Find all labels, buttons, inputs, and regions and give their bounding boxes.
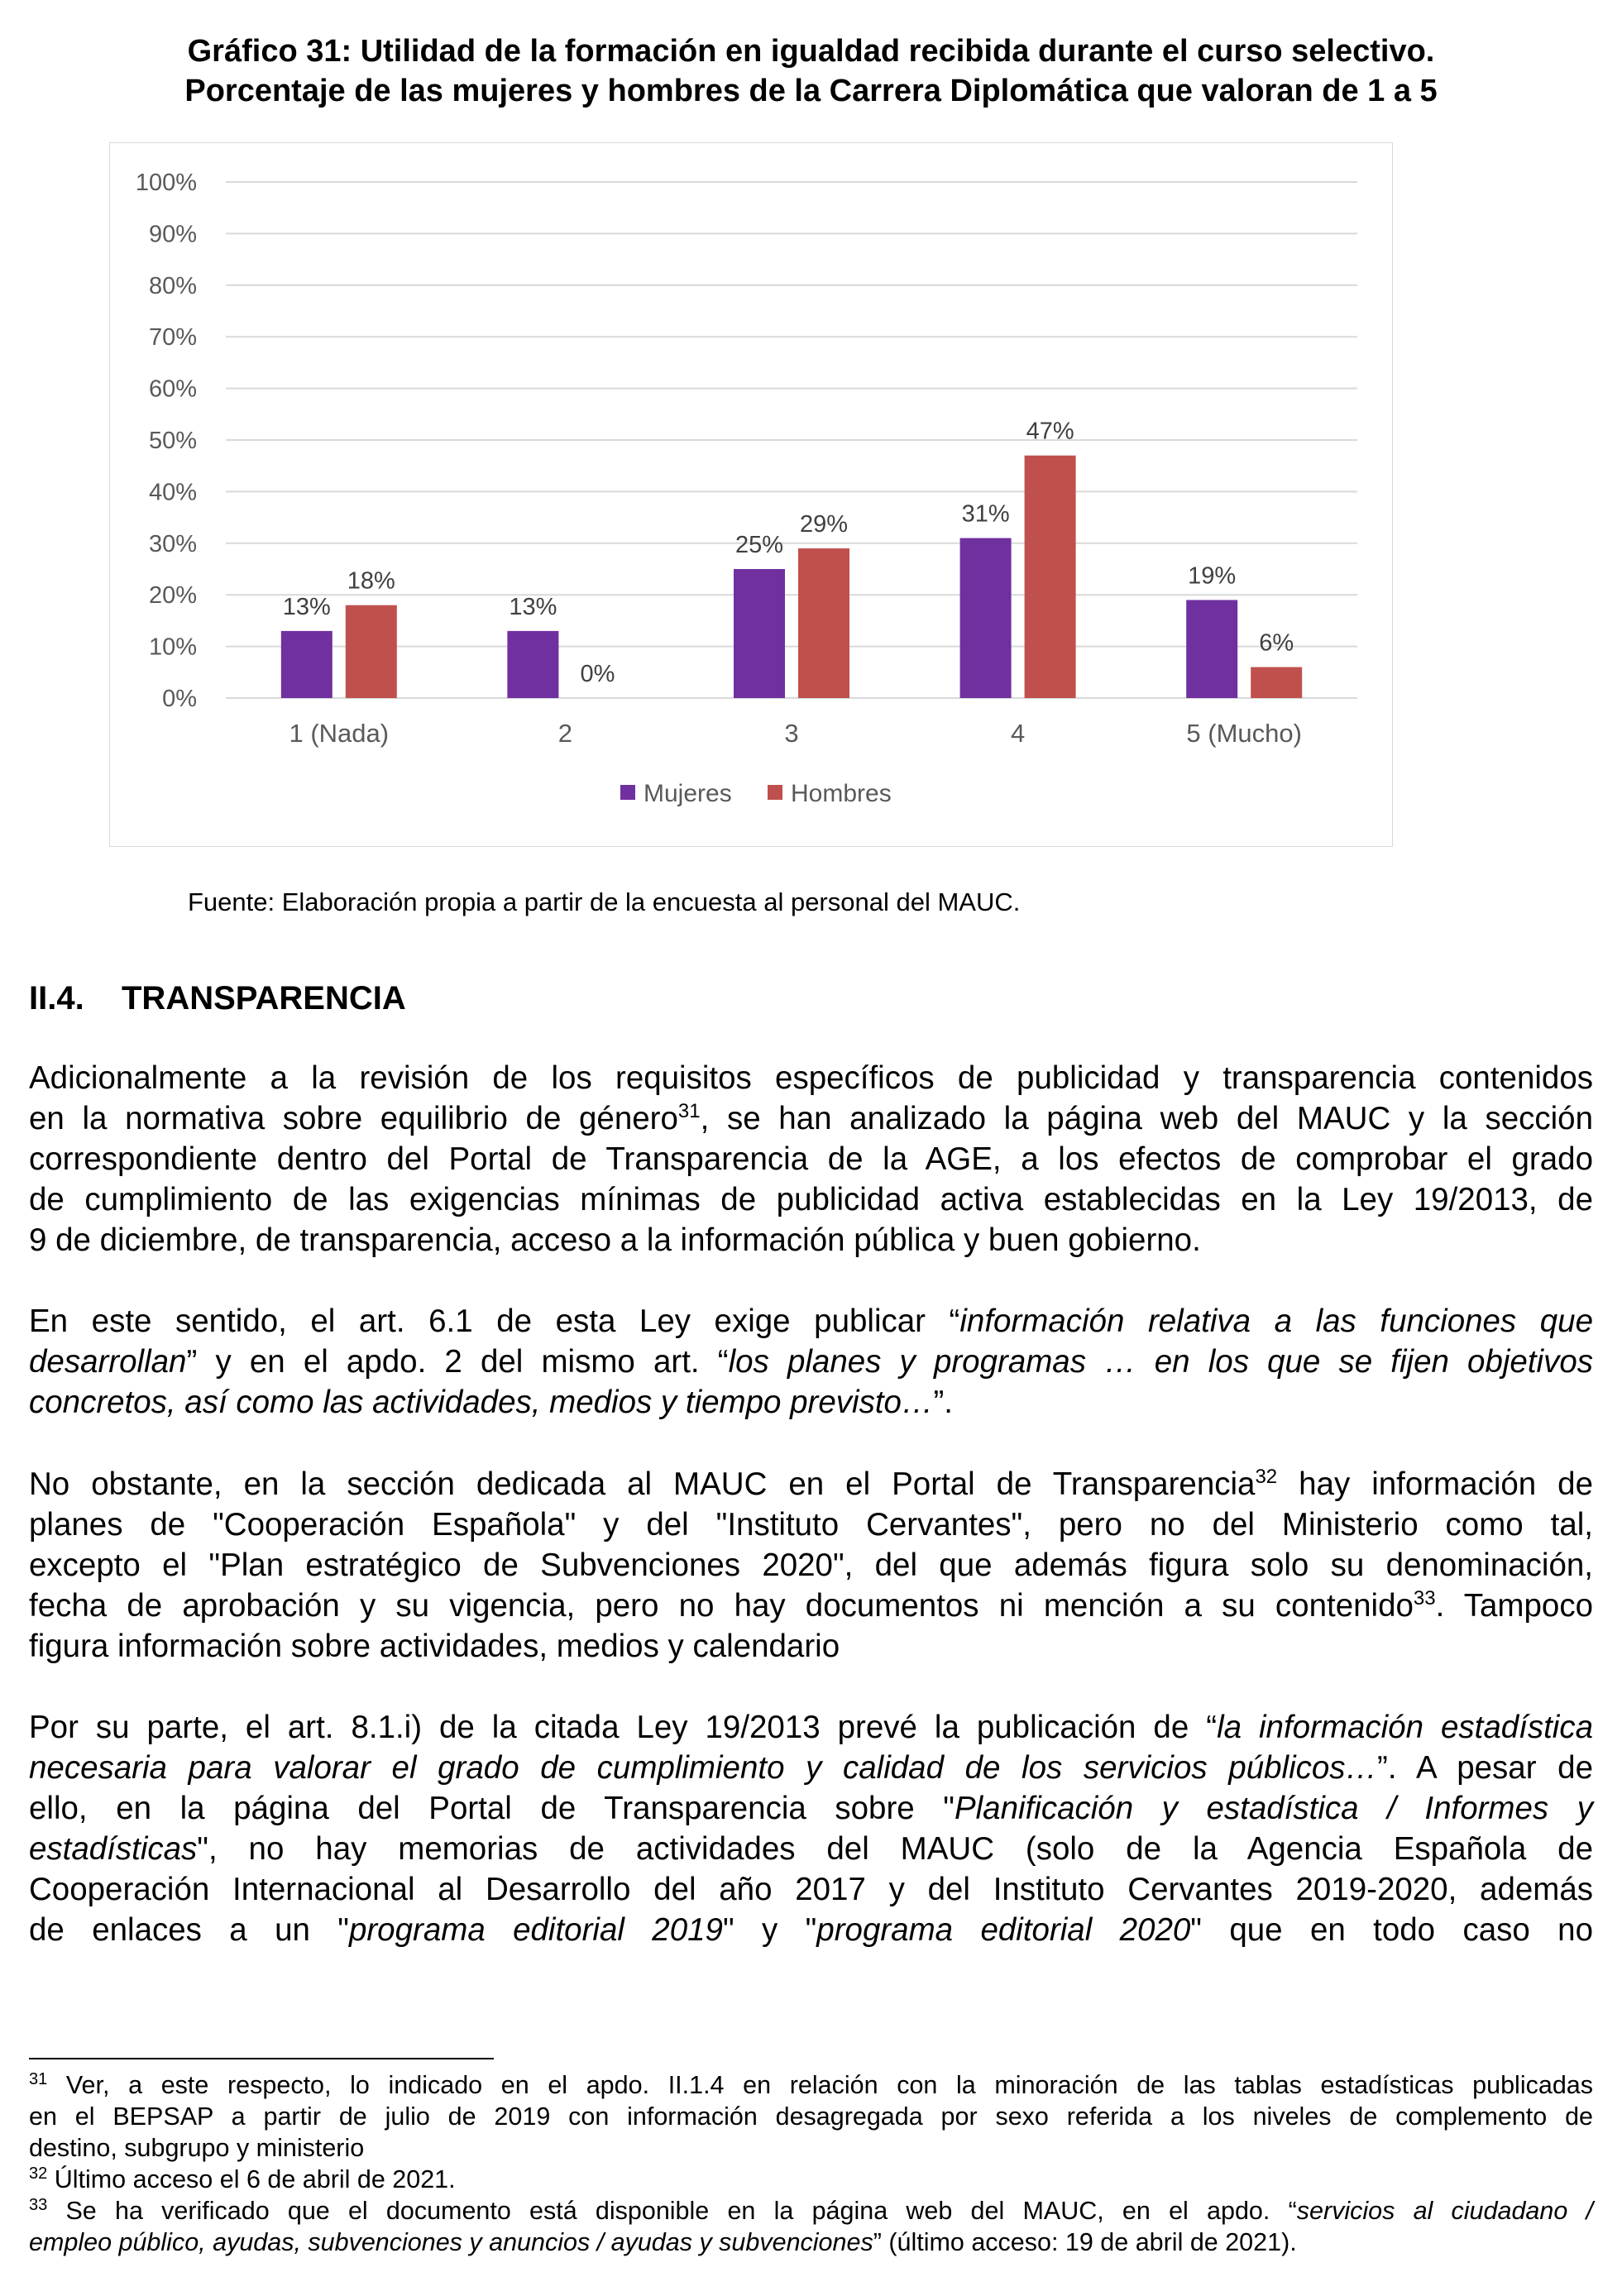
paragraph-line (29, 1139, 1593, 1179)
bar-mujeres (1186, 600, 1237, 698)
quote-text: desarrollan (29, 1344, 187, 1380)
footnotes (29, 2069, 1593, 2258)
text: En este sentido, el art. 6.1 de esta Ley exige publicar “ (29, 1303, 960, 1339)
paragraph-line (29, 1586, 1593, 1626)
quote-text: necesaria para valorar el grado de cumplimiento y calidad de los servicios públicos… (29, 1750, 1378, 1786)
footnote-ref-32[interactable]: 32 (1255, 1466, 1278, 1489)
y-tick-label: 70% (148, 324, 197, 352)
quote-text: Planificación y estadística / Informes y (954, 1791, 1593, 1826)
text: de enlaces a un " (29, 1912, 349, 1948)
y-tick-label: 40% (148, 479, 197, 506)
bar-hombres (346, 605, 397, 698)
x-tick-label: 3 (784, 719, 799, 748)
footnote-ref-31[interactable]: 31 (677, 1100, 701, 1123)
legend-label: Mujeres (644, 780, 732, 807)
paragraph-line (29, 1829, 1593, 1869)
footnote-mark: 32 (29, 2164, 48, 2183)
paragraph-line (29, 1179, 1593, 1220)
text: . Tampoco (1435, 1588, 1593, 1624)
text: ” y en el apdo. 2 del mismo art. “ (186, 1344, 729, 1380)
footnote-mark: 31 (29, 2069, 48, 2088)
paragraph-line (29, 1058, 1593, 1098)
text: figura información sobre actividades, medios y calendario (29, 1629, 840, 1664)
text: ello, en la página del Portal de Transparencia sobre " (29, 1791, 955, 1826)
data-label: 18% (347, 567, 395, 595)
data-label: 25% (734, 532, 784, 558)
paragraph-4 (29, 1707, 1593, 1950)
quote-text: los planes y programas … en los que se fijen objetivos (728, 1344, 1593, 1380)
text: en el BEPSAP a partir de julio de 2019 con información desagregada por sexo referida a los niveles de complemento de (29, 2102, 1593, 2131)
chart-title (0, 31, 1622, 111)
text: ", no hay memorias de actividades del MAUC (solo de la Agencia Española de (197, 1831, 1593, 1867)
footnote-mark: 33 (29, 2195, 48, 2214)
text: destino, subgrupo y ministerio (29, 2134, 365, 2162)
text: , se han analizado la página web del MAUC y la sección (700, 1101, 1593, 1136)
bar-mujeres (734, 569, 785, 698)
paragraph-2 (29, 1301, 1593, 1423)
text: 9 de diciembre, de transparencia, acceso a la información pública y buen gobierno. (29, 1222, 1201, 1258)
text: correspondiente dentro del Portal de Transparencia de la AGE, a los efectos de comprobar el grado (29, 1141, 1593, 1177)
legend-swatch-hombres (768, 785, 782, 800)
footnote-line (29, 2195, 1593, 2227)
y-tick-label: 20% (148, 582, 197, 610)
chart-title-line-1: Gráfico 31: Utilidad de la formación en igualdad recibida durante el curso selectivo. (187, 34, 1435, 69)
data-label: 13% (509, 593, 557, 620)
bar-mujeres (960, 538, 1012, 698)
bar-chart (109, 142, 1393, 847)
footnote-32 (29, 2164, 1593, 2195)
section-number: II.4. (29, 980, 84, 1016)
text: en la normativa sobre equilibrio de género (29, 1101, 678, 1136)
paragraph-line (29, 1464, 1593, 1504)
paragraph-line (29, 1342, 1593, 1382)
y-tick-label: 0% (162, 686, 197, 712)
text: Se ha verificado que el documento está disponible en la página web del MAUC, en el apdo. “ (47, 2197, 1297, 2225)
x-tick-label: 5 (Mucho) (1186, 719, 1302, 748)
quote-text: programa editorial 2019 (348, 1912, 723, 1948)
paragraph-line (29, 1301, 1593, 1342)
data-label: 19% (1188, 562, 1237, 590)
paragraph-line (29, 1788, 1593, 1829)
quote-text: información relativa a las funciones que (959, 1303, 1593, 1339)
text: Último acceso el 6 de abril de 2021. (47, 2165, 456, 2193)
data-label: 47% (1026, 418, 1074, 445)
paragraph-line (29, 1545, 1593, 1586)
paragraph-line (29, 1707, 1593, 1748)
paragraph-3 (29, 1464, 1593, 1667)
y-tick-label: 100% (135, 170, 197, 196)
text: " y " (722, 1912, 817, 1948)
quote-text: la información estadística (1217, 1710, 1594, 1745)
quote-text: empleo público, ayudas, subvenciones y anuncios / ayudas y subvenciones (29, 2228, 873, 2256)
text: Por su parte, el art. 8.1.i) de la citada Ley 19/2013 prevé la publicación de “ (29, 1710, 1218, 1745)
bar-mujeres (281, 631, 333, 698)
footnote-line (29, 2101, 1593, 2132)
paragraph-line (29, 1504, 1593, 1545)
legend-swatch-mujeres (620, 785, 635, 800)
y-tick-label: 80% (148, 272, 197, 299)
chart-source: Fuente: Elaboración propia a partir de la encuesta al personal del MAUC. (188, 887, 1021, 916)
data-label: 13% (282, 593, 331, 620)
paragraph-line (29, 1910, 1593, 1950)
bar-hombres (1025, 456, 1076, 698)
footnote-separator (29, 2058, 494, 2059)
bar-mujeres (507, 631, 558, 698)
text: No obstante, en la sección dedicada al MAUC en el Portal de Transparencia (29, 1466, 1256, 1502)
y-tick-label: 10% (148, 634, 197, 661)
legend-label: Hombres (791, 780, 892, 807)
quote-text: programa editorial 2020 (816, 1912, 1191, 1948)
footnote-33 (29, 2195, 1593, 2258)
quote-text: concretos, así como las actividades, medios y tiempo previsto… (29, 1385, 934, 1420)
x-tick-label: 2 (557, 719, 573, 748)
text: Cooperación Internacional al Desarrollo del año 2017 y del Instituto Cervantes 2019-2020, además (29, 1872, 1593, 1907)
quote-text: estadísticas (29, 1831, 198, 1867)
y-tick-label: 60% (148, 375, 197, 403)
text: fecha de aprobación y su vigencia, pero no hay documentos ni mención a su contenido (29, 1588, 1414, 1624)
data-label: 6% (1259, 629, 1294, 657)
text: hay información de (1277, 1466, 1593, 1502)
section-title: TRANSPARENCIA (122, 980, 406, 1016)
text: Adicionalmente a la revisión de los requisitos específicos de publicidad y transparencia contenidos (29, 1060, 1593, 1096)
text: " que en todo caso no (1190, 1912, 1593, 1948)
bar-chart-svg (110, 143, 1392, 846)
footnote-line (29, 2227, 1593, 2258)
paragraph-line (29, 1220, 1593, 1260)
paragraph-line (29, 1626, 1593, 1667)
text: excepto el "Plan estratégico de Subvenciones 2020", del que además figura solo su denominación, (29, 1547, 1593, 1583)
quote-text: servicios al ciudadano / (1296, 2197, 1593, 2225)
paragraph-line (29, 1382, 1593, 1423)
x-tick-label: 1 (Nada) (289, 719, 390, 748)
footnote-line (29, 2132, 1593, 2164)
text: planes de "Cooperación Española" y del "Instituto Cervantes", pero no del Ministerio como tal, (29, 1507, 1593, 1543)
footnote-line (29, 2069, 1593, 2101)
data-label: 29% (799, 511, 849, 538)
paragraph-line (29, 1748, 1593, 1788)
footnote-31 (29, 2069, 1593, 2164)
section-heading (29, 978, 406, 1018)
footnote-line (29, 2164, 1593, 2195)
paragraph-1 (29, 1058, 1593, 1260)
bar-hombres (1251, 667, 1302, 698)
text: ”. (933, 1385, 953, 1420)
x-tick-label: 4 (1010, 719, 1026, 748)
data-label: 0% (580, 661, 615, 687)
y-tick-label: 50% (148, 428, 197, 454)
chart-title-line-2: Porcentaje de las mujeres y hombres de la Carrera Diplomática que valoran de 1 a 5 (184, 74, 1438, 108)
data-label: 31% (961, 500, 1010, 528)
text: Ver, a este respecto, lo indicado en el apdo. II.1.4 en relación con la minoración de las tablas estadísticas publicadas (47, 2071, 1593, 2099)
text: ”. A pesar de (1377, 1750, 1593, 1786)
y-tick-label: 90% (148, 221, 197, 248)
text: de cumplimiento de las exigencias mínimas de publicidad activa establecidas en la Ley 19/2013, de (29, 1182, 1593, 1217)
paragraph-line (29, 1098, 1593, 1139)
y-tick-label: 30% (148, 530, 197, 557)
footnote-ref-33[interactable]: 33 (1413, 1587, 1436, 1610)
text: ” (último acceso: 19 de abril de 2021). (873, 2228, 1297, 2256)
paragraph-line (29, 1869, 1593, 1910)
bar-hombres (798, 548, 849, 698)
